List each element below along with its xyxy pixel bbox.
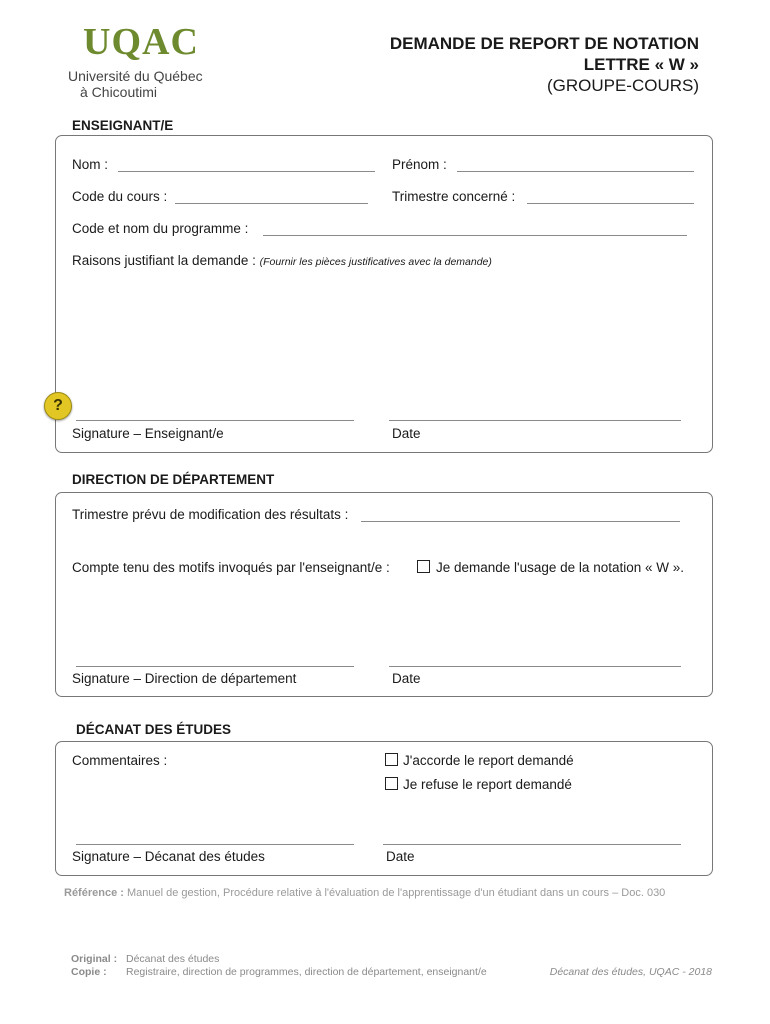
copie-value: Registraire, direction de programmes, direction de département, enseignant/e xyxy=(126,966,487,978)
section-heading-decanat: DÉCANAT DES ÉTUDES xyxy=(76,722,232,737)
programme-label: Code et nom du programme : xyxy=(72,221,249,236)
raisons-textarea[interactable] xyxy=(72,272,692,402)
commentaires-textarea[interactable] xyxy=(72,772,372,832)
code-cours-field[interactable] xyxy=(175,203,368,204)
nom-label: Nom : xyxy=(72,157,109,172)
form-title-line2: LETTRE « W » xyxy=(583,55,699,74)
direction-date-label: Date xyxy=(392,671,421,686)
decanat-date-label: Date xyxy=(386,849,415,864)
university-name-line2: à Chicoutimi xyxy=(80,84,158,100)
trimestre-concerne-label: Trimestre concerné : xyxy=(392,189,516,204)
teacher-signature-label: Signature – Enseignant/e xyxy=(72,426,224,441)
section-heading-direction: DIRECTION DE DÉPARTEMENT xyxy=(72,472,275,487)
teacher-signature-line[interactable] xyxy=(76,420,354,421)
direction-date-line[interactable] xyxy=(389,666,681,667)
accorde-checkbox[interactable] xyxy=(385,753,398,766)
raisons-note: (Fournir les pièces justificatives avec la demande) xyxy=(259,256,492,268)
programme-field[interactable] xyxy=(263,235,687,236)
notation-w-checkbox[interactable] xyxy=(417,560,430,573)
form-title-line1: DEMANDE DE REPORT DE NOTATION xyxy=(389,34,699,53)
copie-label: Copie : xyxy=(71,966,107,978)
decanat-signature-line[interactable] xyxy=(76,844,354,845)
direction-signature-label: Signature – Direction de département xyxy=(72,671,297,686)
trimestre-concerne-field[interactable] xyxy=(527,203,694,204)
reference-line xyxy=(64,887,665,899)
teacher-date-label: Date xyxy=(392,426,421,441)
decanat-date-line[interactable] xyxy=(383,844,681,845)
help-icon[interactable]: ? xyxy=(44,392,72,420)
section-heading-teacher: ENSEIGNANT/E xyxy=(72,118,174,133)
refuse-checkbox-label: Je refuse le report demandé xyxy=(403,777,572,792)
university-name-line1: Université du Québec xyxy=(68,68,203,84)
form-title-line3: (GROUPE-COURS) xyxy=(546,76,699,95)
prenom-label: Prénom : xyxy=(392,157,447,172)
nom-field[interactable] xyxy=(118,171,375,172)
trimestre-prevu-field[interactable] xyxy=(361,521,680,522)
teacher-date-line[interactable] xyxy=(389,420,681,421)
uqac-logo: UQAC xyxy=(83,21,199,63)
refuse-checkbox[interactable] xyxy=(385,777,398,790)
code-cours-label: Code du cours : xyxy=(72,189,168,204)
commentaires-label: Commentaires : xyxy=(72,753,168,768)
reference-text: Manuel de gestion, Procédure relative à l'évaluation de l'apprentissage d'un étudiant dans un cours – Doc. 030 xyxy=(126,887,666,899)
raisons-label xyxy=(72,253,492,268)
original-value: Décanat des études xyxy=(126,953,220,965)
direction-signature-line[interactable] xyxy=(76,666,354,667)
accorde-checkbox-label: J'accorde le report demandé xyxy=(403,753,574,768)
trimestre-prevu-label: Trimestre prévu de modification des résultats : xyxy=(72,507,349,522)
decanat-signature-label: Signature – Décanat des études xyxy=(72,849,265,864)
compte-tenu-label: Compte tenu des motifs invoqués par l'enseignant/e : xyxy=(72,560,390,575)
reference-label: Référence : xyxy=(64,887,124,899)
original-label: Original : xyxy=(71,953,118,965)
footer-credit: Décanat des études, UQAC - 2018 xyxy=(549,966,712,978)
raisons-label-text: Raisons justifiant la demande : xyxy=(72,253,256,268)
notation-w-checkbox-label: Je demande l'usage de la notation « W ». xyxy=(436,560,684,575)
prenom-field[interactable] xyxy=(457,171,694,172)
